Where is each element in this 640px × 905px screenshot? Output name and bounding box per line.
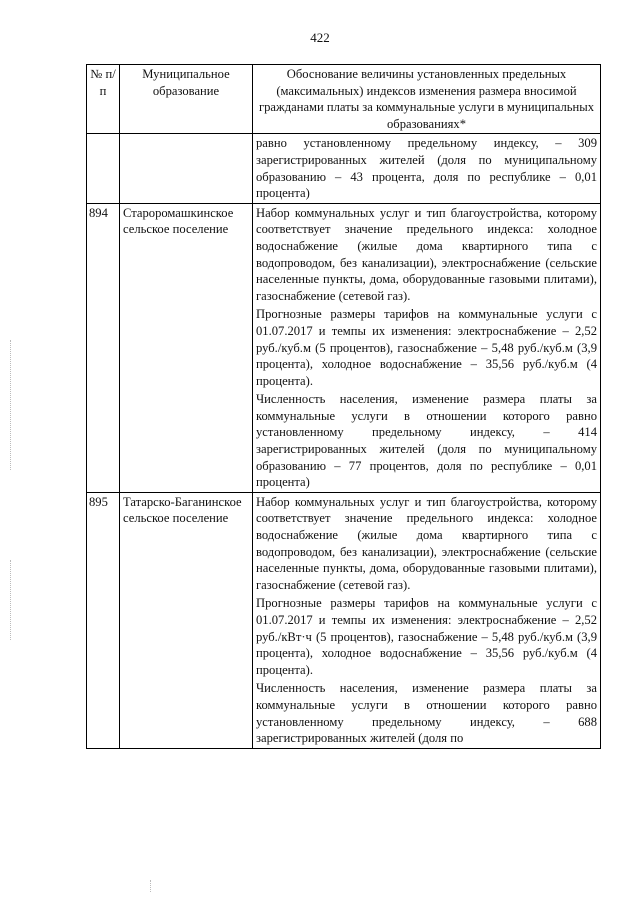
- municipality-name: Татарско-Баганинское сельское поселение: [120, 492, 253, 748]
- table-header-row: [87, 65, 601, 134]
- scan-margin-mark: [10, 560, 12, 640]
- table-row: [87, 492, 601, 748]
- paragraph: Набор коммунальных услуг и тип благоустройства, которому соответствует значение предельного индекса: холодное водоснабжение (жилые дома квартирного типа с водопроводом, без канализации), электроснабжение (сельские населенные пункты, дома, оборудованные газовыми плитами), газоснабжение (сетевой газ).: [256, 494, 597, 592]
- row-number: 894: [87, 203, 120, 492]
- municipality-empty: [120, 134, 253, 203]
- paragraph: Прогнозные размеры тарифов на коммунальные услуги с 01.07.2017 и темпы их изменения: электроснабжение – 2,52 руб./куб.м (5 процентов), газоснабжение – 5,48 руб./куб.м (3,9 процента), холодное водоснабжение – 35,56 руб./куб.м (4 процента).: [256, 307, 597, 388]
- index-table: [86, 64, 601, 749]
- scan-margin-mark: [150, 880, 152, 892]
- justification-cell: [253, 203, 601, 492]
- justification-cell: [253, 492, 601, 748]
- continuation-text: [253, 134, 601, 203]
- municipality-name: Староромашкинское сельское поселение: [120, 203, 253, 492]
- paragraph: Набор коммунальных услуг и тип благоустройства, которому соответствует значение предельного индекса: холодное водоснабжение (жилые дома квартирного типа с водопроводом, без канализации), электроснабжение (сельские населенные пункты, дома, оборудованные газовыми плитами), газоснабжение (сетевой газ).: [256, 205, 597, 303]
- paragraph: Численность населения, изменение размера платы за коммунальные услуги в отношении которого равно установленному предельному индексу, – 414 зарегистрированных жителей (доля по муниципальному образованию – 77 процентов, доля по республике – 0,01 процента): [256, 392, 597, 490]
- scan-margin-mark: [10, 340, 12, 470]
- paragraph: равно установленному предельному индексу, – 309 зарегистрированных жителей (доля по муниципальному образованию – 43 процента, доля по республике – 0,01 процента): [256, 136, 597, 201]
- page-number: 422: [310, 30, 330, 45]
- row-number: 895: [87, 492, 120, 748]
- paragraph: Численность населения, изменение размера платы за коммунальные услуги в отношении которого равно установленному предельному индексу, – 688 зарегистрированных жителей (доля по: [256, 681, 597, 746]
- header-municipality: Муниципальное образование: [120, 65, 253, 134]
- row-number-empty: [87, 134, 120, 203]
- header-number: № п/п: [87, 65, 120, 134]
- paragraph: Прогнозные размеры тарифов на коммунальные услуги с 01.07.2017 и темпы их изменения: электроснабжение – 2,52 руб./кВт·ч (5 процентов), газоснабжение – 5,48 руб./куб.м (3,9 процента), холодное водоснабжение – 35,56 руб./куб.м (4 процента).: [256, 596, 597, 677]
- table-row: [87, 134, 601, 203]
- header-justification: Обоснование величины установленных предельных (максимальных) индексов изменения размера вносимой гражданами платы за коммунальные услуги в муниципальных образованиях*: [253, 65, 601, 134]
- table-row: [87, 203, 601, 492]
